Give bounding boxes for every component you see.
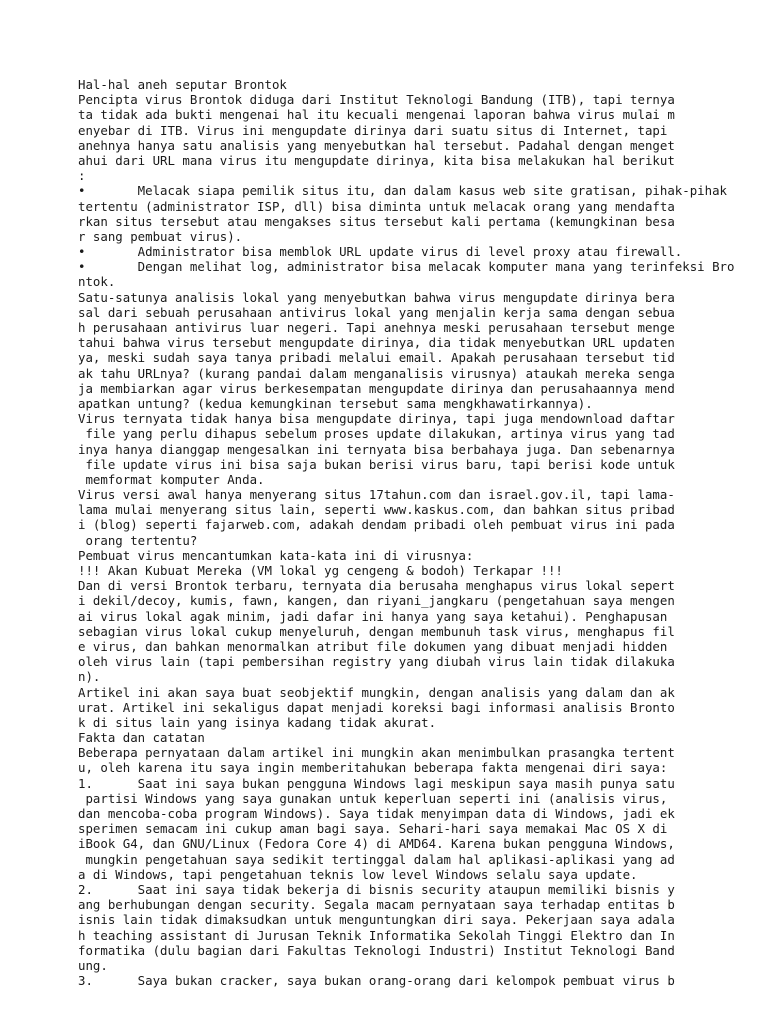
text-line: ya, meski sudah saya tanya pribadi melalui email. Apakah perusahaan tersebut tid (78, 350, 675, 366)
text-line: Fakta dan catatan (78, 730, 205, 746)
text-line: !!! Akan Kubuat Mereka (VM lokal yg cengeng & bodoh) Terkapar !!! (78, 563, 563, 578)
text-line: sal dari sebuah perusahaan antivirus lokal yang menjalin kerja sama dengan sebua (78, 304, 675, 320)
text-line: ntok. (78, 274, 116, 290)
text-line: dan mencoba-coba program Windows). Saya tidak menyimpan data di Windows, jadi ek (78, 806, 675, 821)
text-line: Satu-satunya analisis lokal yang menyebutkan bahwa virus mengupdate dirinya bera (78, 289, 675, 305)
text-line: ak tahu URLnya? (kurang pandai dalam menganalisis virusnya) ataukah mereka senga (78, 365, 675, 381)
text-line: tertentu (administrator ISP, dll) bisa diminta untuk melacak orang yang mendafta (78, 198, 675, 214)
text-line: anehnya hanya satu analisis yang menyebutkan hal tersebut. Padahal dengan menget (78, 137, 675, 153)
text-line: e virus, dan bahkan menormalkan atribut file dokumen yang dibuat menjadi hidden (78, 638, 668, 654)
text-line: Pembuat virus mencantumkan kata-kata ini di virusnya: (78, 547, 474, 563)
text-line: ang berhubungan dengan security. Segala macam pernyataan saya terhadap entitas b (78, 897, 675, 913)
text-line: iBook G4, dan GNU/Linux (Fedora Core 4) di AMD64. Karena bukan pengguna Windows, (78, 836, 675, 852)
text-line: sperimen semacam ini cukup aman bagi saya. Sehari-hari saya memakai Mac OS X di (78, 821, 668, 837)
text-line: oleh virus lain (tapi pembersihan registry yang diubah virus lain tidak dilakuka (78, 654, 675, 670)
text-line: formatika (dulu bagian dari Fakultas Teknologi Industri) Institut Teknologi Band (78, 942, 675, 958)
text-line: n). (78, 669, 101, 685)
text-line: r sang pembuat virus). (78, 228, 243, 244)
text-line: u, oleh karena itu saya ingin memberitahukan beberapa fakta mengenai diri saya: (78, 760, 668, 776)
text-line: 3. Saya bukan cracker, saya bukan orang-orang dari kelompok pembuat virus b (78, 973, 675, 989)
text-line: Pencipta virus Brontok diduga dari Institut Teknologi Bandung (ITB), tapi ternya (78, 92, 675, 108)
text-line: 1. Saat ini saya bukan pengguna Windows lagi meskipun saya masih punya satu (78, 775, 675, 791)
text-line: k di situs lain yang isinya kadang tidak akurat. (78, 714, 437, 730)
text-line: Artikel ini akan saya buat seobjektif mungkin, dengan analisis yang dalam dan ak (78, 684, 675, 700)
text-line: ja membiarkan agar virus berkesempatan mengupdate dirinya dan perusahaannya mend (78, 380, 675, 396)
text-line: isnis lain tidak dimaksudkan untuk menguntungkan diri saya. Pekerjaan saya adala (78, 912, 675, 928)
text-line: 2. Saat ini saya tidak bekerja di bisnis security ataupun memiliki bisnis y (78, 881, 675, 897)
text-line: i dekil/decoy, kumis, fawn, kangen, dan riyani_jangkaru (pengetahuan saya mengen (78, 593, 675, 609)
text-line: Beberapa pernyataan dalam artikel ini mungkin akan menimbulkan prasangka tertent (78, 745, 675, 761)
text-line: sebagian virus lokal cukup menyeluruh, dengan membunuh task virus, menghapus fil (78, 623, 675, 639)
text-line: lama mulai menyerang situs lain, seperti www.kaskus.com, dan bahkan situs pribad (78, 502, 675, 518)
text-line: file yang perlu dihapus sebelum proses update dilakukan, artinya virus yang tad (78, 426, 675, 442)
text-line: a di Windows, tapi pengetahuan teknis low level Windows selalu saya update. (78, 866, 638, 882)
text-line: tahui bahwa virus tersebut mengupdate dirinya, dia tidak menyebutkan URL updaten (78, 335, 675, 351)
text-line: ung. (78, 957, 108, 973)
text-line: : (78, 168, 86, 184)
text-line: ai virus lokal agak minim, jadi dafar ini hanya yang saya ketahui). Penghapusan (78, 608, 668, 624)
text-line: inya hanya dianggap mengesalkan ini ternyata bisa berbahaya juga. Dan sebenarnya (78, 441, 675, 457)
text-line: Dan di versi Brontok terbaru, ternyata dia berusaha menghapus virus lokal sepert (78, 578, 675, 594)
text-line: apatkan untung? (kedua kemungkinan tersebut sama mengkhawatirkannya). (78, 395, 593, 411)
text-line: i (blog) seperti fajarweb.com, adakah dendam pribadi oleh pembuat virus ini pada (78, 517, 675, 533)
text-line: partisi Windows yang saya gunakan untuk keperluan seperti ini (analisis virus, (78, 790, 668, 806)
text-line: Hal-hal aneh seputar Brontok (78, 77, 287, 92)
text-line: mungkin pengetahuan saya sedikit tertinggal dalam hal aplikasi-aplikasi yang ad (78, 851, 675, 867)
text-line: ahui dari URL mana virus itu mengupdate dirinya, kita bisa melakukan hal berikut (78, 152, 675, 168)
text-line: rkan situs tersebut atau mengakses situs tersebut kali pertama (kemungkinan besa (78, 213, 675, 229)
text-line: • Dengan melihat log, administrator bisa melacak komputer mana yang terinfeksi Bro (78, 259, 735, 275)
text-line: orang tertentu? (78, 532, 198, 548)
text-line: h perusahaan antivirus luar negeri. Tapi anehnya meski perusahaan tersebut menge (78, 320, 675, 335)
text-line: • Melacak siapa pemilik situs itu, dan dalam kasus web site gratisan, pihak-pihak (78, 183, 728, 199)
text-line: memformat komputer Anda. (78, 471, 265, 487)
text-line: file update virus ini bisa saja bukan berisi virus baru, tapi berisi kode untuk (78, 456, 675, 472)
document-body (78, 77, 768, 988)
text-line: enyebar di ITB. Virus ini mengupdate dirinya dari suatu situs di Internet, tapi (78, 122, 668, 138)
text-line: Virus versi awal hanya menyerang situs 17tahun.com dan israel.gov.il, tapi lama- (78, 487, 675, 503)
text-line: h teaching assistant di Jurusan Teknik Informatika Sekolah Tinggi Elektro dan In (78, 927, 675, 943)
text-line: • Administrator bisa memblok URL update virus di level proxy atau firewall. (78, 244, 683, 260)
text-line: ta tidak ada bukti mengenai hal itu kecuali mengenai laporan bahwa virus mulai m (78, 107, 675, 123)
text-line: Virus ternyata tidak hanya bisa mengupdate dirinya, tapi juga mendownload daftar (78, 411, 675, 427)
text-line: urat. Artikel ini sekaligus dapat menjadi koreksi bagi informasi analisis Bronto (78, 699, 675, 715)
